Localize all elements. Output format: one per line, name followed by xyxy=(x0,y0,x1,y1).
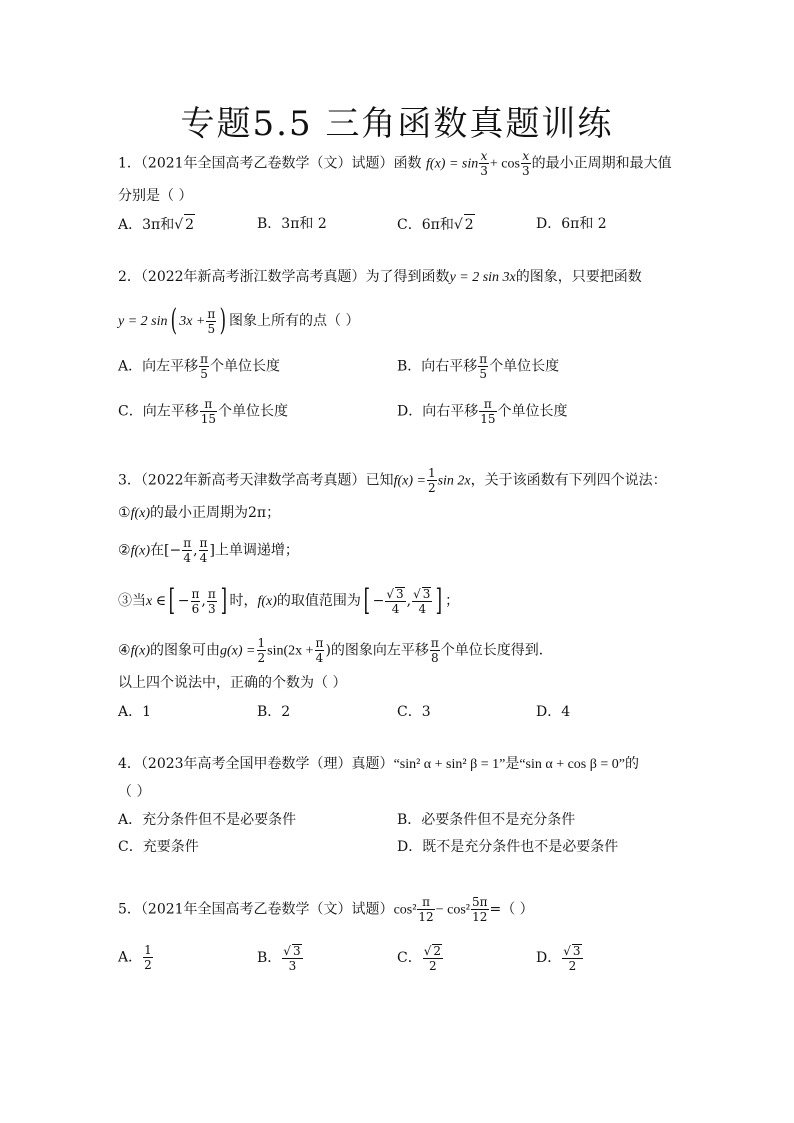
fraction: $\frac{\pi}{5}$ xyxy=(207,306,216,336)
option-d: D．既不是充分条件也不是必要条件 xyxy=(397,839,619,855)
stem-text: 为了得到函数 xyxy=(365,269,450,285)
question-number: 4． xyxy=(118,756,141,772)
option-d: D．向右平移 $\frac{\pi}{15}$ 个单位长度 xyxy=(397,397,568,426)
formula: y = 2 sin 3x xyxy=(449,270,516,285)
option-d: D．4 xyxy=(536,704,571,720)
statement-3: ③当x ∈[ − $\frac{\pi}{6}$ , $\frac{\pi}{3}$ ] 时，f(x)的取值范围为[ − $\frac{√ 3}{4}$ , $\frac{√ 3}{4}$ ] ； xyxy=(118,583,460,618)
option-a: A． $\frac{1}{2}$ xyxy=(118,943,152,972)
option-d: D．6π和 2 xyxy=(536,216,607,232)
stem-text: 的图象，只要把函数 xyxy=(515,269,642,285)
question-4-paren: （ ） xyxy=(118,784,151,800)
question-5-stem: 5．（2021年全国高考乙卷数学（文）试题）cos² $\frac{\pi}{12}$ − cos² $\frac{5\pi}{12}$ =（ ） xyxy=(118,895,534,924)
option-c: C． $\frac{√ 2}{2}$ xyxy=(397,944,442,973)
option-a: A．向左平移 $\frac{\pi}{5}$ 个单位长度 xyxy=(118,352,281,381)
option-a: A．3π和√ 2 xyxy=(118,214,195,235)
page-title: 专题5.5 三角函数真题训练 xyxy=(180,104,614,144)
statement-2: ②f(x)在[− $\frac{\pi}{4}$ , $\frac{\pi}{4}$ ]上单调递增； xyxy=(118,536,299,565)
question-number: 3． xyxy=(118,472,141,489)
question-3-stem: 3．（2022年新高考天津数学高考真题）已知f(x) = $\frac{1}{2}$ sin 2x，关于该函数有下列四个说法： xyxy=(118,466,667,495)
option-b: B．必要条件但不是充分条件 xyxy=(397,812,576,828)
question-source: （2021年全国高考乙卷数学（文）试题） xyxy=(140,155,394,172)
fraction: $\frac{x}{3}$ xyxy=(480,149,488,178)
question-4-stem: 4．（2023年高考全国甲卷数学（理）真题）“sin² α + sin² β = 1”是“sin α + cos β = 0”的 xyxy=(118,756,639,772)
statement-1: ①f(x)的最小正周期为2π； xyxy=(118,505,281,521)
option-b: B．3π和 2 xyxy=(257,216,327,232)
option-c: C．向左平移 $\frac{\pi}{15}$ 个单位长度 xyxy=(118,397,288,426)
formula: y = 2 sin xyxy=(118,314,168,329)
question-number: 1． xyxy=(118,155,141,172)
option-b: B．向右平移 $\frac{\pi}{5}$ 个单位长度 xyxy=(397,352,560,381)
question-source: （2022年新高考天津数学高考真题） xyxy=(140,472,366,489)
question-1-stem xyxy=(118,150,672,177)
question-source: （2022年新高考浙江数学高考真题） xyxy=(140,269,366,285)
question-2-stem-cont: y = 2 sin( 3x + $\frac{\pi}{5}$ ) 图象上所有的点（ ） xyxy=(118,303,360,338)
question-source: （2021年全国高考乙卷数学（文）试题） xyxy=(140,901,394,918)
question-number: 5． xyxy=(118,901,141,918)
statement-4: ④f(x)的图象可由g(x) = $\frac{1}{2}$ sin(2x + $\frac{\pi}{4}$ )的图象向左平移 $\frac{\pi}{8}$ 个单位长度得到． xyxy=(118,636,553,665)
option-c: C．充要条件 xyxy=(118,839,199,855)
fraction: $\frac{x}{3}$ xyxy=(521,149,530,178)
question-2-stem xyxy=(118,267,642,288)
question-3-conclusion: 以上四个说法中，正确的个数为（ ） xyxy=(118,675,347,691)
option-b: B．2 xyxy=(257,704,291,720)
option-c: C．6π和√ 2 xyxy=(397,214,475,235)
formula: + cos xyxy=(489,156,520,172)
option-c: C．3 xyxy=(397,704,431,720)
stem-text: 的最小正周期和最大值 xyxy=(531,155,672,172)
option-b: B． $\frac{√ 3}{3}$ xyxy=(257,944,301,973)
option-a: A．充分条件但不是必要条件 xyxy=(118,812,297,828)
option-a: A．1 xyxy=(118,704,152,720)
question-source: （2023年高考全国甲卷数学（理）真题） xyxy=(140,756,394,772)
stem-text: 函数 xyxy=(393,155,422,172)
option-d: D． $\frac{√ 3}{2}$ xyxy=(536,944,581,973)
question-number: 2． xyxy=(118,269,141,285)
stem-text: 图象上所有的点（ ） xyxy=(229,313,360,329)
formula: f(x) = sin xyxy=(426,156,479,172)
question-1-stem-cont: 分别是（ ） xyxy=(118,188,193,204)
